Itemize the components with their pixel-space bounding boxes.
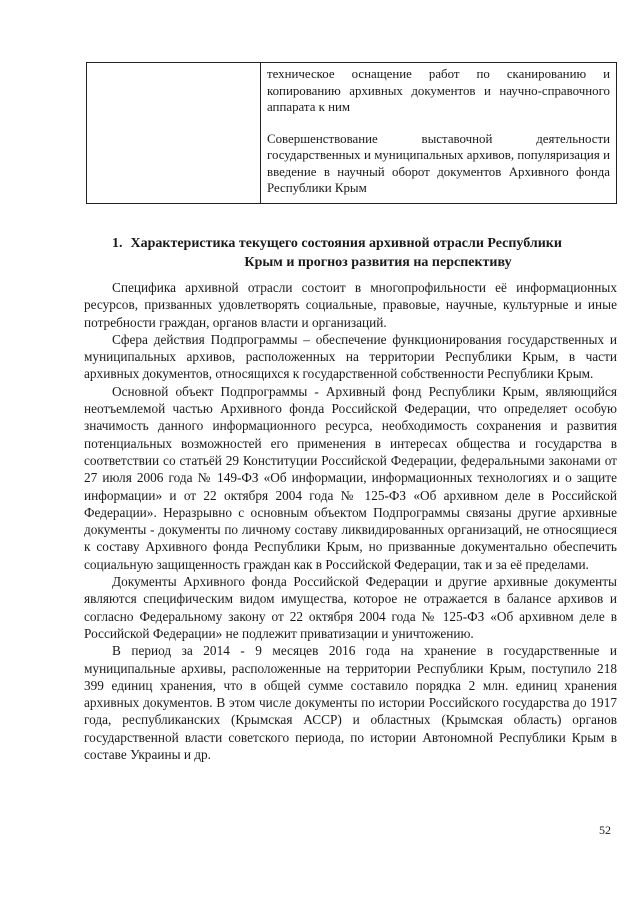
paragraph-1: Специфика архивной отрасли состоит в многопрофильности её информационных ресурсов, призванных удовлетворять социальные, правовые, научные, культурные и иные потребности граждан, органов власти и организаций.: [84, 280, 617, 330]
paragraph-2: Сфера действия Подпрограммы – обеспечение функционирования государственных и муниципальных архивов, расположенных на территории Республики Крым, в части архивных документов, относящихся к государственной собственности Республики Крым.: [84, 331, 617, 382]
table-cell-right: [267, 66, 610, 197]
body-text: [84, 279, 617, 763]
table-cell-text-2: Совершенствование выставочной деятельности государственных и муниципальных архивов, популяризация и введение в научный оборот документов Архивного фонда Республики Крым: [267, 131, 610, 195]
section-title: [112, 234, 614, 272]
page-number: 52: [599, 823, 611, 837]
paragraph-3: Основной объект Подпрограммы - Архивный фонд Республики Крым, являющийся неотъемлемой частью Архивного фонда Российской Федерации, что определяет особую значимость данного информационного ресурса, необходимость сохранения и развития потенциальных возможностей его применения в интересах общества и государства в соответствии со статьёй 29 Конституции Российской Федерации, федеральными законами от 27 июля 2006 года № 149-ФЗ «Об информации, информационных технологиях и о защите информации» и от 22 октября 2004 года № 125-ФЗ «Об архивном деле в Российской Федерации». Неразрывно с основным объектом Подпрограммы связаны другие архивные документы - документы по личному составу ликвидированных организаций, не относящиеся к составу Архивного фонда Республики Крым, но призванные документально обеспечить социальную защищенность граждан как в Российской Федерации, так и за её пределами.: [84, 383, 617, 572]
section-title-line-2: Крым и прогноз развития на перспективу: [244, 255, 512, 270]
table-cell-text-1: техническое оснащение работ по сканированию и копированию архивных документов и научно-справочного аппарата к ним: [267, 67, 610, 114]
section-number: 1.: [112, 236, 123, 251]
paragraph-5: В период за 2014 - 9 месяцев 2016 года на хранение в государственные и муниципальные архивы, расположенные на территории Республики Крым, поступило 218 399 единиц хранения, что в общей сумме составило порядка 2 млн. единиц хранения архивных документов. В этом числе документы по истории Российского государства до 1917 года, республиканских (Крымская АССР) и областных (Крымская область) органов государственной власти советского периода, по истории Автономной Республики Крым в составе Украины и др.: [84, 643, 617, 763]
table-fragment: [86, 62, 617, 204]
paragraph-4: Документы Архивного фонда Российской Федерации и другие архивные документы являются специфическим видом имущества, которое не отражается в балансе архивов и согласно Федеральному закону от 22 октября 2004 года № 125-ФЗ «Об архивном деле в Российской Федерации» не подлежит приватизации и уничтожению.: [84, 574, 617, 641]
table-column-divider: [260, 63, 261, 203]
section-title-line-1: Характеристика текущего состояния архивной отрасли Республики: [130, 236, 562, 251]
